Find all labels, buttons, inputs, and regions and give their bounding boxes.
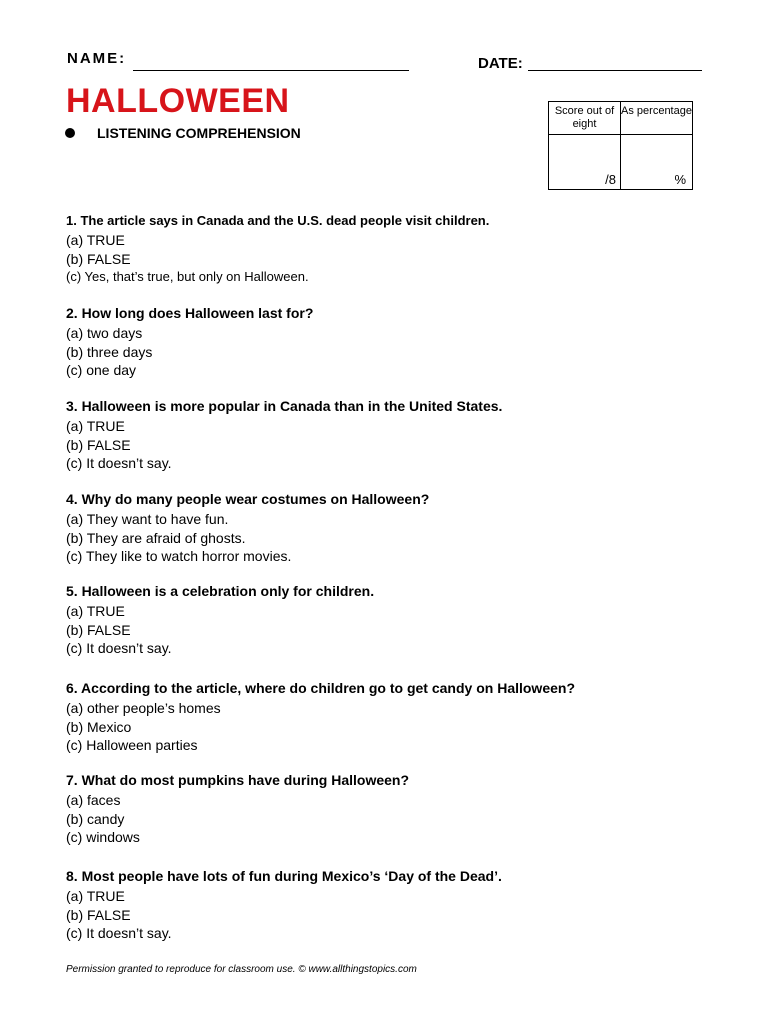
question-text: 7. What do most pumpkins have during Halloween? [66,772,410,788]
score-value-cell: /8 [549,135,621,190]
question-7 [66,772,728,847]
percentage-header: As percentage [621,102,693,135]
answer-option: (b) three days [66,343,153,360]
answer-option: (a) two days [66,325,143,341]
answer-option: (a) TRUE [66,232,125,248]
answer-option: (a) TRUE [66,418,125,434]
question-text: 5. Halloween is a celebration only for children. [66,583,375,599]
page-subtitle: LISTENING COMPREHENSION [97,125,301,141]
question-8 [66,868,728,943]
answer-option: (b) FALSE [66,906,131,923]
answer-option: (b) candy [66,810,125,827]
answer-option: (c) Yes, that’s true, but only on Halloween. [66,269,309,284]
answer-option: (a) TRUE [66,888,125,904]
question-5 [66,583,728,658]
question-1 [66,213,728,287]
question-text: 3. Halloween is more popular in Canada than in the United States. [66,398,503,414]
date-field-line[interactable] [528,70,702,71]
name-field-line[interactable] [133,70,409,71]
answer-option: (b) FALSE [66,436,131,453]
answer-option: (a) faces [66,792,121,808]
question-3 [66,398,728,473]
answer-option: (c) It doesn’t say. [66,925,172,941]
answer-option: (c) It doesn’t say. [66,640,172,656]
answer-option: (a) TRUE [66,603,125,619]
question-text: 6. According to the article, where do children go to get candy on Halloween? [66,680,575,696]
date-label: DATE: [478,55,523,72]
answer-option: (b) FALSE [66,621,131,638]
question-4 [66,491,728,566]
question-2 [66,305,728,380]
score-box [548,101,693,190]
question-text: 2. How long does Halloween last for? [66,305,314,321]
footer-permission: Permission granted to reproduce for classroom use. © www.allthingstopics.com [66,964,417,975]
answer-option: (c) They like to watch horror movies. [66,548,292,564]
question-text: 4. Why do many people wear costumes on Halloween? [66,491,430,507]
name-label: NAME: [67,50,127,67]
score-header: Score out of eight [549,102,621,135]
answer-option: (b) FALSE [66,250,131,267]
question-text: 1. The article says in Canada and the U.S. dead people visit children. [66,213,490,228]
answer-option: (c) windows [66,829,140,845]
page-title: HALLOWEEN [66,82,290,120]
question-text: 8. Most people have lots of fun during Mexico’s ‘Day of the Dead’. [66,868,502,884]
answer-option: (b) Mexico [66,718,132,735]
bullet-icon [65,128,75,138]
answer-option: (a) They want to have fun. [66,511,229,527]
question-6 [66,680,728,755]
answer-option: (b) They are afraid of ghosts. [66,529,246,546]
percentage-value-cell: % [621,135,693,190]
answer-option: (a) other people’s homes [66,700,221,716]
answer-option: (c) It doesn’t say. [66,455,172,471]
answer-option: (c) Halloween parties [66,737,198,753]
answer-option: (c) one day [66,362,137,378]
